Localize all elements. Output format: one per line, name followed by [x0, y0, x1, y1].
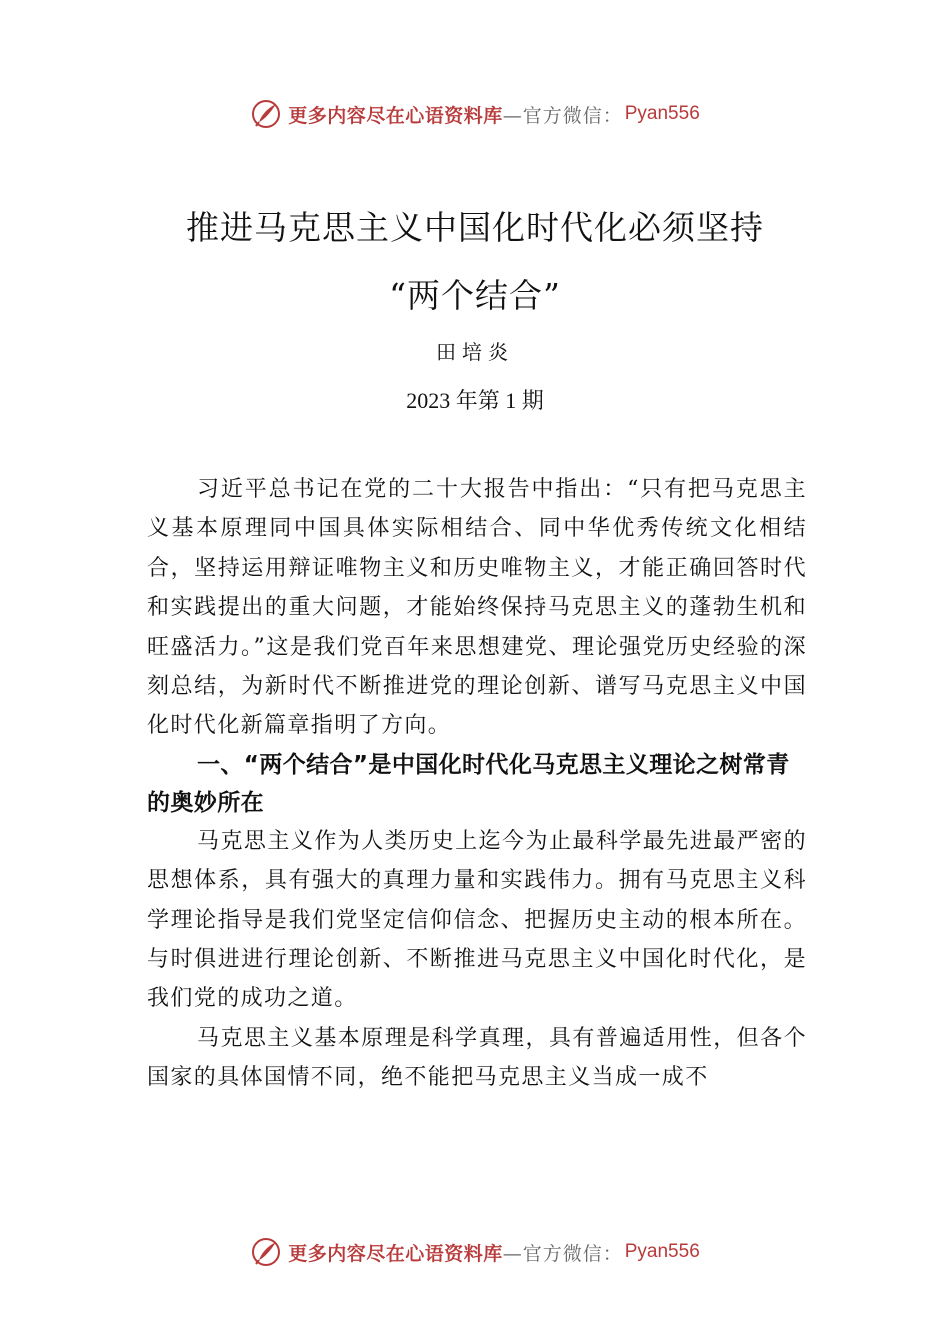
body-paragraph: 习近平总书记在党的二十大报告中指出：“只有把马克思主义基本原理同中国具体实际相结合、同中华优秀传统文化相结合，坚持运用辩证唯物主义和历史唯物主义，才能正确回答时代和实践提出的重大问题，才能始终保持马克思主义的蓬勃生机和旺盛活力。”这是我们党百年来思想建党、理论强党历史经验的深刻总结，为新时代不断推进党的理论创新、谱写马克思主义中国化时代化新篇章指明了方向。	[147, 477, 807, 739]
article-author: 田培炎	[436, 340, 514, 364]
article-title-line2: “两个结合”	[389, 276, 561, 315]
banner-library-text: 更多内容尽在心语资料库	[288, 1242, 503, 1265]
footer-banner	[0, 1232, 950, 1272]
article-title-line1: 推进马克思主义中国化时代化必须坚持	[186, 208, 764, 247]
banner-library-text: 更多内容尽在心语资料库	[288, 104, 503, 127]
body-paragraph: 马克思主义基本原理是科学真理，具有普遍适用性，但各个国家的具体国情不同，绝不能把马克思主义当成一成不	[147, 1025, 807, 1091]
banner-wechat-id: Pyan556	[624, 1241, 700, 1262]
body-paragraph: 马克思主义作为人类历史上迄今为止最科学最先进最严密的思想体系，具有强大的真理力量和实践伟力。拥有马克思主义科学理论指导是我们党坚定信仰信念、把握历史主动的根本所在。与时俱进进行理论创新、不断推进马克思主义中国化时代化，是我们党的成功之道。	[147, 828, 807, 1012]
banner-wechat-label: —官方微信：	[502, 1242, 623, 1265]
banner-wechat-label: —官方微信：	[502, 104, 623, 127]
header-banner	[0, 94, 950, 134]
section-heading: 一、“两个结合”是中国化时代化马克思主义理论之树常青的奥妙所在	[147, 751, 790, 816]
feather-pen-icon	[250, 1236, 282, 1268]
feather-pen-icon	[250, 98, 282, 130]
article-body	[147, 470, 807, 1098]
article-issue: 2023 年第 1 期	[406, 388, 544, 413]
banner-wechat-id: Pyan556	[624, 103, 700, 124]
